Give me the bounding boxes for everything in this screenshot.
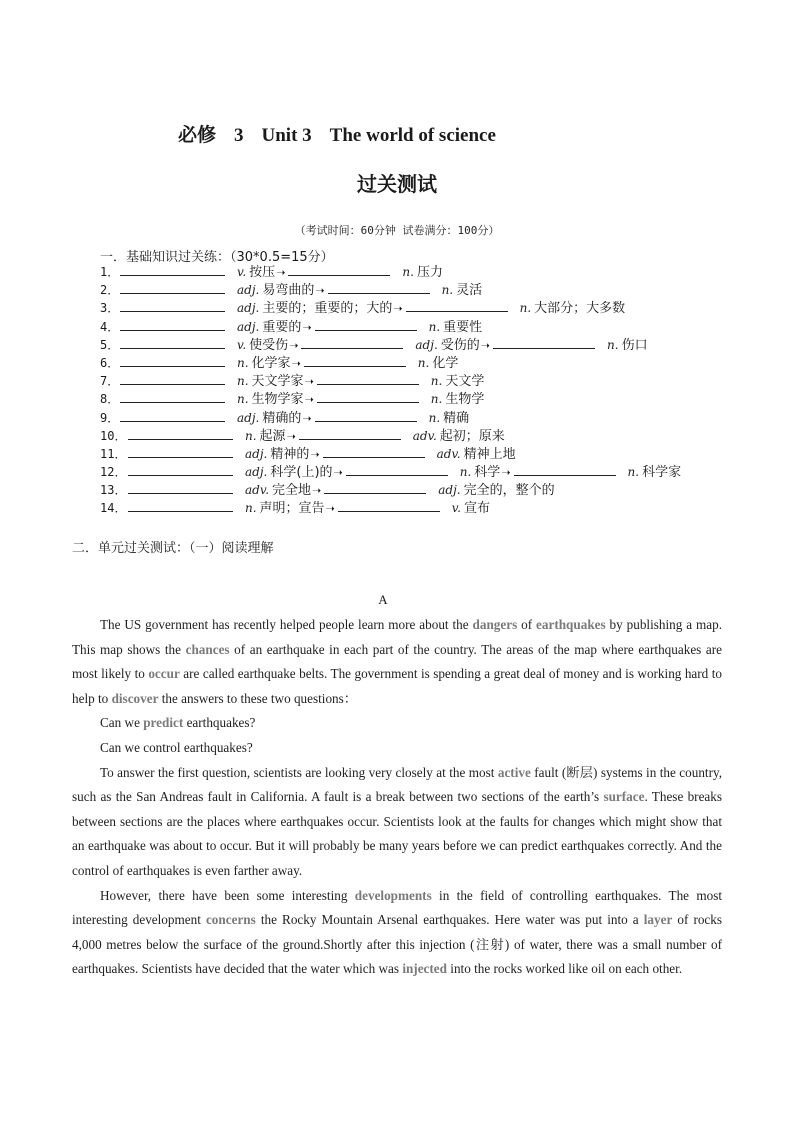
keyword: predict (143, 715, 184, 731)
answer-blank (120, 318, 225, 331)
document-title (178, 120, 514, 147)
answer-blank (120, 299, 225, 312)
section2-heading: 二．单元过关测试：（一）阅读理解 (72, 541, 274, 556)
part-of-speech: n. (430, 392, 443, 407)
answer-blank (317, 372, 419, 385)
part-of-speech: n. (627, 465, 640, 480)
part-of-speech: adj. (237, 283, 260, 298)
answer-blank (346, 463, 448, 476)
part-of-speech: n. (441, 283, 454, 298)
keyword: surface (603, 789, 645, 805)
keyword: occur (148, 666, 180, 682)
arrow-icon: ➝ (480, 338, 491, 352)
vocab-row (100, 481, 681, 499)
keyword: active (497, 764, 531, 780)
passage-text: Can we (100, 715, 144, 731)
vocab-number: 13． (100, 483, 127, 498)
vocab-meaning: 按压 (249, 265, 276, 280)
vocab-meaning: 精确 (443, 410, 470, 426)
section1-heading: 一．基础知识过关练：（30*0.5=15分） (100, 250, 334, 265)
part-of-speech: v. (237, 265, 247, 279)
vocab-meaning: 大部分；大多数 (534, 301, 626, 317)
keyword: discover (111, 690, 159, 706)
passage-question-1 (72, 711, 722, 736)
keyword: earthquakes (536, 617, 606, 632)
vocab-meaning: 灵活 (456, 283, 483, 299)
passage-text: The US government has recently helped people learn more about the (100, 617, 473, 632)
passage-text: of rocks 4,000 metres below the surface of the ground.Shortly after this injection (注射) of water, there was a small number of earthquakes. Scientists have decided that the water which was (72, 912, 723, 977)
title-topic: The world of science (329, 125, 496, 146)
part-of-speech: adj. (237, 410, 260, 425)
passage-text: of an earthquake in each part of the country. The areas of the map where earthquakes are most likely to (72, 641, 722, 682)
vocab-number: 14． (100, 501, 127, 516)
vocab-meaning: 主要的；重要的；大的 (262, 301, 393, 317)
vocab-meaning: 完全地 (272, 483, 312, 499)
arrow-icon: ➝ (276, 266, 286, 279)
answer-blank (315, 409, 417, 422)
vocab-meaning: 化学 (432, 355, 459, 371)
part-of-speech: adj. (237, 319, 260, 334)
part-of-speech: n. (519, 301, 532, 316)
vocab-meaning: 伤口 (621, 337, 648, 353)
vocab-row (100, 336, 681, 354)
passage-label: A (378, 592, 388, 607)
vocab-meaning: 受伤的 (440, 337, 480, 353)
vocab-row (100, 409, 681, 427)
vocab-meaning: 精确的 (262, 410, 302, 426)
vocab-number: 5． (100, 337, 120, 352)
vocab-row (100, 263, 681, 281)
passage-text: earthquakes? (183, 715, 256, 731)
vocab-row (100, 427, 681, 445)
vocab-number: 4． (100, 319, 120, 334)
part-of-speech: n. (607, 337, 619, 352)
vocab-row (100, 281, 681, 299)
part-of-speech: n. (430, 374, 443, 389)
vocab-row (100, 499, 681, 517)
document-subtitle: 过关测试 (357, 172, 437, 196)
reading-passage (72, 613, 722, 982)
answer-blank (324, 481, 426, 494)
vocab-meaning: 重要性 (443, 319, 483, 335)
keyword: injected (402, 961, 447, 977)
answer-blank (315, 318, 417, 331)
arrow-icon: ➝ (286, 429, 296, 443)
vocab-number: 9． (100, 410, 120, 425)
arrow-icon: ➝ (325, 502, 335, 516)
passage-text: the answers to these two questions： (158, 690, 357, 706)
part-of-speech: adj. (415, 337, 438, 352)
title-book: 必修 (178, 125, 217, 146)
part-of-speech: n. (237, 355, 249, 370)
exam-info: （考试时间：60分钟 试卷满分：100分） (294, 224, 500, 237)
arrow-icon: ➝ (310, 447, 320, 461)
part-of-speech: n. (402, 265, 414, 279)
passage-text: Can we control earthquakes? (100, 739, 253, 755)
part-of-speech: adj. (245, 465, 268, 480)
vocab-meaning: 生物学 (445, 392, 485, 408)
answer-blank (128, 445, 233, 458)
vocab-row (100, 318, 681, 336)
vocab-meaning: 科学家 (642, 465, 682, 481)
part-of-speech: adv. (245, 483, 270, 498)
vocab-number: 2． (100, 283, 120, 298)
passage-question-2 (72, 736, 722, 761)
answer-blank (128, 499, 233, 512)
answer-blank (120, 372, 225, 385)
vocab-number: 6． (100, 355, 120, 370)
part-of-speech: adj. (438, 483, 461, 498)
vocab-row (100, 299, 681, 317)
part-of-speech: adj. (245, 446, 268, 461)
arrow-icon: ➝ (302, 411, 312, 425)
arrow-icon: ➝ (393, 302, 403, 316)
answer-blank (338, 499, 440, 512)
vocab-number: 8． (100, 392, 120, 407)
answer-blank (299, 427, 401, 440)
vocab-row (100, 372, 681, 390)
passage-text: fault (断层) systems in the country, such as the San Andreas fault in California. A fault is a break between two sections of the earth’s (72, 764, 722, 805)
passage-text: in the field of controlling earthquakes. The most interesting development (72, 887, 722, 928)
vocab-row (100, 463, 681, 481)
passage-text: by publishing a map. This map shows the (72, 617, 722, 657)
vocab-meaning: 起初；原来 (439, 428, 505, 444)
answer-blank (120, 409, 225, 422)
answer-blank (288, 263, 390, 276)
vocab-meaning: 使受伤 (249, 337, 289, 353)
vocab-number: 3． (100, 301, 120, 316)
passage-text: . These breaks between sections are the places where earthquakes occur. Scientists look at the faults for changes which might show that an earthquake was about to occur. But it will probably be many years before we can predict earthquakes correctly. And the control of earthquakes is even farther away. (72, 789, 722, 878)
answer-blank (493, 336, 595, 349)
answer-blank (120, 390, 225, 403)
arrow-icon: ➝ (315, 284, 325, 298)
arrow-icon: ➝ (289, 338, 299, 352)
vocab-number: 10． (100, 428, 127, 443)
vocab-meaning: 化学家 (251, 355, 291, 371)
vocab-number: 1． (100, 265, 120, 279)
vocab-row (100, 354, 681, 372)
keyword: concerns (205, 912, 256, 928)
arrow-icon: ➝ (304, 375, 314, 389)
vocab-list (100, 263, 681, 518)
part-of-speech: adv. (436, 446, 461, 461)
answer-blank (120, 281, 225, 294)
arrow-icon: ➝ (291, 356, 301, 370)
title-book-num: 3 (234, 125, 244, 146)
vocab-meaning: 声明；宣告 (259, 501, 325, 517)
answer-blank (120, 354, 225, 367)
passage-text: into the rocks worked like oil on each other. (447, 961, 683, 977)
vocab-meaning: 完全的，整个的 (463, 483, 555, 499)
vocab-number: 12． (100, 465, 127, 480)
part-of-speech: n. (428, 410, 441, 425)
arrow-icon: ➝ (302, 320, 312, 334)
vocab-meaning: 科学(上)的 (270, 465, 333, 481)
part-of-speech: n. (417, 355, 430, 370)
passage-text: However, there have been some interesting (100, 887, 355, 903)
part-of-speech: n. (428, 319, 441, 334)
answer-blank (514, 463, 616, 476)
vocab-row (100, 390, 681, 408)
part-of-speech: v. (451, 501, 461, 516)
keyword: dangers (472, 617, 518, 632)
vocab-number: 11． (100, 446, 127, 461)
keyword: layer (643, 912, 673, 928)
part-of-speech: n. (237, 392, 249, 407)
passage-text: the Rocky Mountain Arsenal earthquakes. Here water was put into a (255, 912, 644, 928)
vocab-meaning: 压力 (416, 265, 443, 280)
answer-blank (128, 427, 233, 440)
answer-blank (323, 445, 425, 458)
vocab-number: 7． (100, 374, 120, 389)
answer-blank (304, 354, 406, 367)
vocab-meaning: 精神的 (270, 446, 310, 462)
title-unit: Unit 3 (261, 125, 312, 146)
passage-text: To answer the first question, scientists are looking very closely at the most (100, 764, 498, 780)
passage-paragraph-1 (72, 613, 722, 711)
vocab-row (100, 445, 681, 463)
part-of-speech: adj. (237, 301, 260, 316)
keyword: developments (354, 887, 432, 903)
part-of-speech: v. (237, 337, 247, 352)
answer-blank (120, 336, 225, 349)
vocab-meaning: 精神上地 (463, 446, 516, 462)
vocab-meaning: 易弯曲的 (262, 283, 315, 299)
vocab-meaning: 宣布 (463, 501, 490, 517)
answer-blank (128, 463, 233, 476)
part-of-speech: adv. (412, 428, 437, 443)
passage-paragraph-3 (72, 884, 722, 982)
arrow-icon: ➝ (501, 466, 511, 480)
keyword: chances (185, 641, 230, 657)
part-of-speech: n. (237, 374, 249, 389)
passage-text: of (517, 617, 537, 632)
answer-blank (406, 299, 508, 312)
passage-text: are called earthquake belts. The government is spending a great deal of money and is working hard to help to (72, 666, 722, 706)
answer-blank (328, 281, 430, 294)
vocab-meaning: 起源 (259, 428, 286, 444)
answer-blank (128, 481, 233, 494)
arrow-icon: ➝ (333, 466, 343, 480)
part-of-speech: n. (245, 428, 257, 443)
answer-blank (301, 336, 403, 349)
answer-blank (317, 390, 419, 403)
vocab-meaning: 生物学家 (251, 392, 304, 408)
answer-blank (120, 263, 225, 276)
part-of-speech: n. (245, 501, 257, 516)
vocab-meaning: 天文学 (445, 374, 485, 390)
part-of-speech: n. (459, 465, 472, 480)
arrow-icon: ➝ (304, 393, 314, 407)
vocab-meaning: 重要的 (262, 319, 302, 335)
arrow-icon: ➝ (312, 484, 322, 498)
vocab-meaning: 天文学家 (251, 374, 304, 390)
vocab-meaning: 科学 (474, 465, 501, 481)
passage-paragraph-2 (72, 761, 722, 884)
